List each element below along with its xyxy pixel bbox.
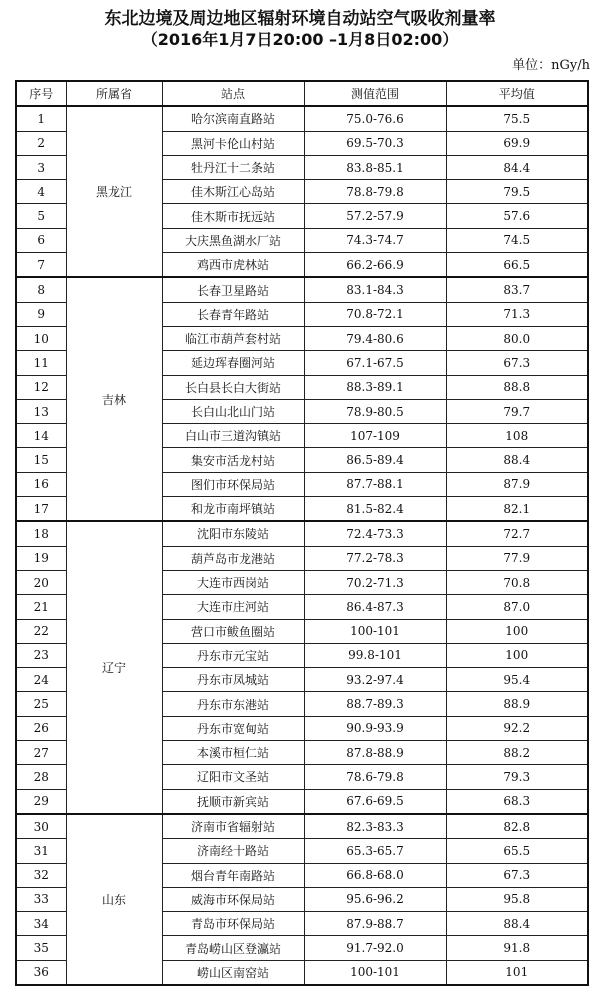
average-cell: 69.9 (446, 131, 588, 155)
average-cell: 57.6 (446, 204, 588, 228)
average-cell: 80.0 (446, 326, 588, 350)
average-cell: 72.7 (446, 521, 588, 546)
station-cell: 烟台青年南路站 (162, 863, 304, 887)
range-cell: 86.4-87.3 (304, 595, 446, 619)
average-cell: 100 (446, 643, 588, 667)
range-cell: 70.8-72.1 (304, 302, 446, 326)
average-cell: 79.3 (446, 765, 588, 789)
row-index: 19 (16, 546, 66, 570)
station-cell: 白山市三道沟镇站 (162, 424, 304, 448)
range-cell: 79.4-80.6 (304, 326, 446, 350)
range-cell: 95.6-96.2 (304, 887, 446, 911)
table-row (16, 106, 588, 131)
station-cell: 长春卫星路站 (162, 277, 304, 302)
range-cell: 90.9-93.9 (304, 716, 446, 740)
station-cell: 牡丹江十二条站 (162, 155, 304, 179)
station-cell: 和龙市南坪镇站 (162, 497, 304, 522)
range-cell: 87.8-88.9 (304, 741, 446, 765)
station-cell: 集安市活龙村站 (162, 448, 304, 472)
row-index: 5 (16, 204, 66, 228)
range-cell: 100-101 (304, 960, 446, 985)
station-cell: 青岛崂山区登瀛站 (162, 936, 304, 960)
header-range: 测值范围 (304, 81, 446, 106)
row-index: 30 (16, 814, 66, 839)
station-cell: 抚顺市新宾站 (162, 789, 304, 814)
station-cell: 延边珲春圈河站 (162, 351, 304, 375)
average-cell: 101 (446, 960, 588, 985)
range-cell: 70.2-71.3 (304, 570, 446, 594)
header-average: 平均值 (446, 81, 588, 106)
range-cell: 78.9-80.5 (304, 399, 446, 423)
average-cell: 70.8 (446, 570, 588, 594)
average-cell: 87.9 (446, 472, 588, 496)
range-cell: 107-109 (304, 424, 446, 448)
range-cell: 82.3-83.3 (304, 814, 446, 839)
row-index: 25 (16, 692, 66, 716)
table-body (16, 106, 588, 985)
row-index: 20 (16, 570, 66, 594)
range-cell: 83.8-85.1 (304, 155, 446, 179)
row-index: 4 (16, 180, 66, 204)
station-cell: 葫芦岛市龙港站 (162, 546, 304, 570)
average-cell: 84.4 (446, 155, 588, 179)
average-cell: 75.5 (446, 106, 588, 131)
page-title: 东北边境及周边地区辐射环境自动站空气吸收剂量率 (104, 9, 496, 29)
row-index: 31 (16, 839, 66, 863)
row-index: 16 (16, 472, 66, 496)
range-cell: 67.1-67.5 (304, 351, 446, 375)
range-cell: 66.8-68.0 (304, 863, 446, 887)
station-cell: 哈尔滨南直路站 (162, 106, 304, 131)
row-index: 29 (16, 789, 66, 814)
average-cell: 95.8 (446, 887, 588, 911)
range-cell: 87.9-88.7 (304, 912, 446, 936)
row-index: 35 (16, 936, 66, 960)
station-cell: 威海市环保局站 (162, 887, 304, 911)
row-index: 11 (16, 351, 66, 375)
average-cell: 65.5 (446, 839, 588, 863)
station-cell: 辽阳市文圣站 (162, 765, 304, 789)
row-index: 1 (16, 106, 66, 131)
station-cell: 长白县长白大街站 (162, 375, 304, 399)
average-cell: 95.4 (446, 668, 588, 692)
range-cell: 93.2-97.4 (304, 668, 446, 692)
station-cell: 本溪市桓仁站 (162, 741, 304, 765)
row-index: 3 (16, 155, 66, 179)
row-index: 15 (16, 448, 66, 472)
range-cell: 75.0-76.6 (304, 106, 446, 131)
row-index: 28 (16, 765, 66, 789)
average-cell: 79.7 (446, 399, 588, 423)
header-station: 站点 (162, 81, 304, 106)
station-cell: 长白山北山门站 (162, 399, 304, 423)
row-index: 33 (16, 887, 66, 911)
average-cell: 92.2 (446, 716, 588, 740)
province-cell: 吉林 (66, 277, 162, 521)
average-cell: 88.4 (446, 912, 588, 936)
table-row (16, 814, 588, 839)
range-cell: 91.7-92.0 (304, 936, 446, 960)
average-cell: 67.3 (446, 863, 588, 887)
range-cell: 86.5-89.4 (304, 448, 446, 472)
province-cell: 黑龙江 (66, 106, 162, 277)
station-cell: 沈阳市东陵站 (162, 521, 304, 546)
range-cell: 81.5-82.4 (304, 497, 446, 522)
average-cell: 77.9 (446, 546, 588, 570)
row-index: 10 (16, 326, 66, 350)
range-cell: 69.5-70.3 (304, 131, 446, 155)
average-cell: 82.8 (446, 814, 588, 839)
average-cell: 100 (446, 619, 588, 643)
range-cell: 67.6-69.5 (304, 789, 446, 814)
range-cell: 66.2-66.9 (304, 253, 446, 278)
header-index: 序号 (16, 81, 66, 106)
station-cell: 丹东市宽甸站 (162, 716, 304, 740)
range-cell: 87.7-88.1 (304, 472, 446, 496)
average-cell: 108 (446, 424, 588, 448)
station-cell: 黑河卡伦山村站 (162, 131, 304, 155)
station-cell: 大庆黑鱼湖水厂站 (162, 228, 304, 252)
row-index: 6 (16, 228, 66, 252)
row-index: 34 (16, 912, 66, 936)
station-cell: 大连市庄河站 (162, 595, 304, 619)
row-index: 21 (16, 595, 66, 619)
average-cell: 74.5 (446, 228, 588, 252)
average-cell: 88.2 (446, 741, 588, 765)
average-cell: 88.8 (446, 375, 588, 399)
range-cell: 77.2-78.3 (304, 546, 446, 570)
average-cell: 83.7 (446, 277, 588, 302)
station-cell: 营口市鲅鱼圈站 (162, 619, 304, 643)
data-table (15, 80, 589, 986)
row-index: 36 (16, 960, 66, 985)
range-cell: 57.2-57.9 (304, 204, 446, 228)
row-index: 27 (16, 741, 66, 765)
row-index: 32 (16, 863, 66, 887)
station-cell: 佳木斯江心岛站 (162, 180, 304, 204)
range-cell: 99.8-101 (304, 643, 446, 667)
average-cell: 82.1 (446, 497, 588, 522)
station-cell: 鸡西市虎林站 (162, 253, 304, 278)
row-index: 17 (16, 497, 66, 522)
row-index: 23 (16, 643, 66, 667)
station-cell: 临江市葫芦套村站 (162, 326, 304, 350)
range-cell: 65.3-65.7 (304, 839, 446, 863)
row-index: 12 (16, 375, 66, 399)
row-index: 8 (16, 277, 66, 302)
header-row (16, 81, 588, 106)
average-cell: 66.5 (446, 253, 588, 278)
station-cell: 丹东市东港站 (162, 692, 304, 716)
average-cell: 79.5 (446, 180, 588, 204)
range-cell: 88.3-89.1 (304, 375, 446, 399)
row-index: 26 (16, 716, 66, 740)
row-index: 2 (16, 131, 66, 155)
range-cell: 78.8-79.8 (304, 180, 446, 204)
row-index: 13 (16, 399, 66, 423)
average-cell: 87.0 (446, 595, 588, 619)
row-index: 14 (16, 424, 66, 448)
station-cell: 丹东市元宝站 (162, 643, 304, 667)
station-cell: 济南市省辐射站 (162, 814, 304, 839)
station-cell: 图们市环保局站 (162, 472, 304, 496)
station-cell: 青岛市环保局站 (162, 912, 304, 936)
table-row (16, 521, 588, 546)
station-cell: 丹东市凤城站 (162, 668, 304, 692)
province-cell: 辽宁 (66, 521, 162, 814)
row-index: 18 (16, 521, 66, 546)
range-cell: 74.3-74.7 (304, 228, 446, 252)
station-cell: 长春青年路站 (162, 302, 304, 326)
range-cell: 72.4-73.3 (304, 521, 446, 546)
station-cell: 大连市西岗站 (162, 570, 304, 594)
unit-label: 单位：nGy/h (512, 58, 590, 73)
range-cell: 83.1-84.3 (304, 277, 446, 302)
header-province: 所属省 (66, 81, 162, 106)
range-cell: 88.7-89.3 (304, 692, 446, 716)
row-index: 22 (16, 619, 66, 643)
station-cell: 济南经十路站 (162, 839, 304, 863)
province-cell: 山东 (66, 814, 162, 985)
range-cell: 78.6-79.8 (304, 765, 446, 789)
average-cell: 71.3 (446, 302, 588, 326)
average-cell: 88.9 (446, 692, 588, 716)
table-row (16, 277, 588, 302)
row-index: 9 (16, 302, 66, 326)
average-cell: 67.3 (446, 351, 588, 375)
average-cell: 68.3 (446, 789, 588, 814)
row-index: 24 (16, 668, 66, 692)
average-cell: 91.8 (446, 936, 588, 960)
average-cell: 88.4 (446, 448, 588, 472)
row-index: 7 (16, 253, 66, 278)
station-cell: 崂山区南窑站 (162, 960, 304, 985)
page-subtitle: （2016年1月7日20:00 –1月8日02:00） (141, 30, 459, 49)
station-cell: 佳木斯市抚远站 (162, 204, 304, 228)
range-cell: 100-101 (304, 619, 446, 643)
